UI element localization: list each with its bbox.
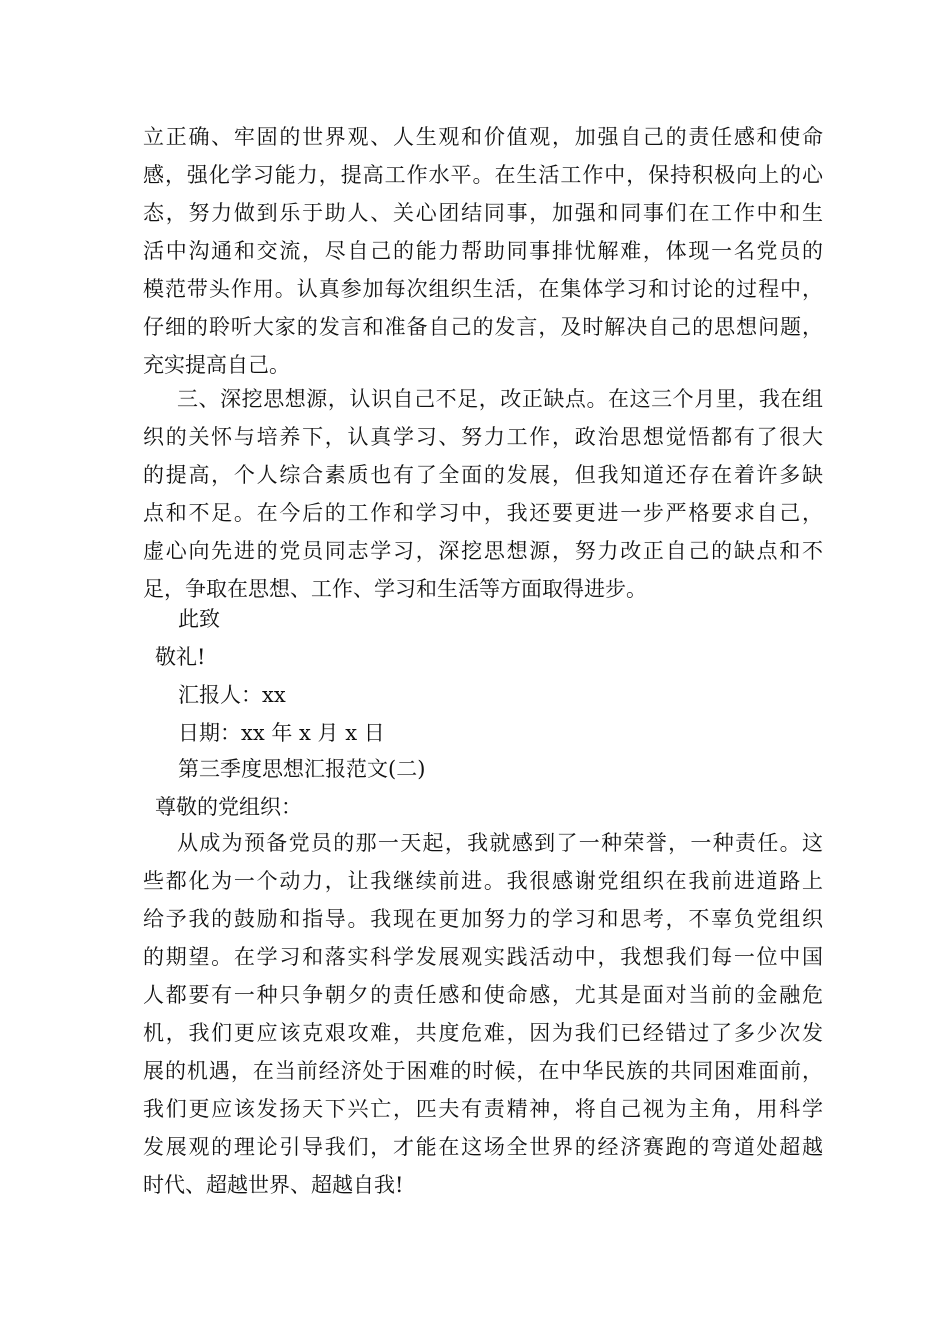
paragraph-line: 活中沟通和交流，尽自己的能力帮助同事排忧解难，体现一名党员的 [143, 239, 823, 263]
paragraph-line: 三、深挖思想源，认识自己不足，改正缺点。在这三个月里，我在组 [177, 387, 823, 411]
paragraph-line: 人都要有一种只争朝夕的责任感和使命感，尤其是面对当前的金融危 [143, 983, 823, 1007]
paragraph-line: 虚心向先进的党员同志学习，深挖思想源，努力改正自己的缺点和不 [143, 539, 823, 563]
paragraph-line: 足，争取在思想、工作、学习和生活等方面取得进步。 [143, 577, 647, 601]
closing-jingli: 敬礼! [155, 645, 206, 669]
reporter-line: 汇报人：xx [178, 683, 286, 707]
paragraph-line: 的提高，个人综合素质也有了全面的发展，但我知道还存在着许多缺 [143, 463, 823, 487]
paragraph-line: 机，我们更应该克艰攻难，共度危难，因为我们已经错过了多少次发 [143, 1021, 823, 1045]
salutation: 尊敬的党组织： [155, 795, 302, 819]
section-title: 第三季度思想汇报范文(二) [178, 757, 426, 781]
paragraph-line: 展的机遇，在当前经济处于困难的时候，在中华民族的共同困难面前， [143, 1059, 823, 1083]
paragraph-line: 从成为预备党员的那一天起，我就感到了一种荣誉，一种责任。这 [177, 831, 823, 855]
paragraph-line: 发展观的理论引导我们，才能在这场全世界的经济赛跑的弯道处超越 [143, 1135, 823, 1159]
paragraph-line: 点和不足。在今后的工作和学习中，我还要更进一步严格要求自己， [143, 501, 823, 525]
paragraph-line: 模范带头作用。认真参加每次组织生活，在集体学习和讨论的过程中， [143, 277, 823, 301]
paragraph-line: 感，强化学习能力，提高工作水平。在生活工作中，保持积极向上的心 [143, 163, 823, 187]
paragraph-line: 立正确、牢固的世界观、人生观和价值观，加强自己的责任感和使命 [143, 125, 823, 149]
date-line: 日期：xx 年 x 月 x 日 [178, 721, 385, 745]
paragraph-line: 给予我的鼓励和指导。我现在更加努力的学习和思考，不辜负党组织 [143, 907, 823, 931]
paragraph-line: 时代、超越世界、超越自我! [143, 1173, 404, 1197]
paragraph-line: 充实提高自己。 [143, 353, 290, 377]
closing-cizhi: 此致 [178, 607, 220, 631]
paragraph-line: 的期望。在学习和落实科学发展观实践活动中，我想我们每一位中国 [143, 945, 823, 969]
paragraph-line: 仔细的聆听大家的发言和准备自己的发言，及时解决自己的思想问题， [143, 315, 823, 339]
paragraph-line: 织的关怀与培养下，认真学习、努力工作，政治思想觉悟都有了很大 [143, 425, 823, 449]
paragraph-line: 些都化为一个动力，让我继续前进。我很感谢党组织在我前进道路上 [143, 869, 823, 893]
paragraph-line: 态，努力做到乐于助人、关心团结同事，加强和同事们在工作中和生 [143, 201, 823, 225]
paragraph-line: 我们更应该发扬天下兴亡，匹夫有责精神，将自己视为主角，用科学 [143, 1097, 823, 1121]
